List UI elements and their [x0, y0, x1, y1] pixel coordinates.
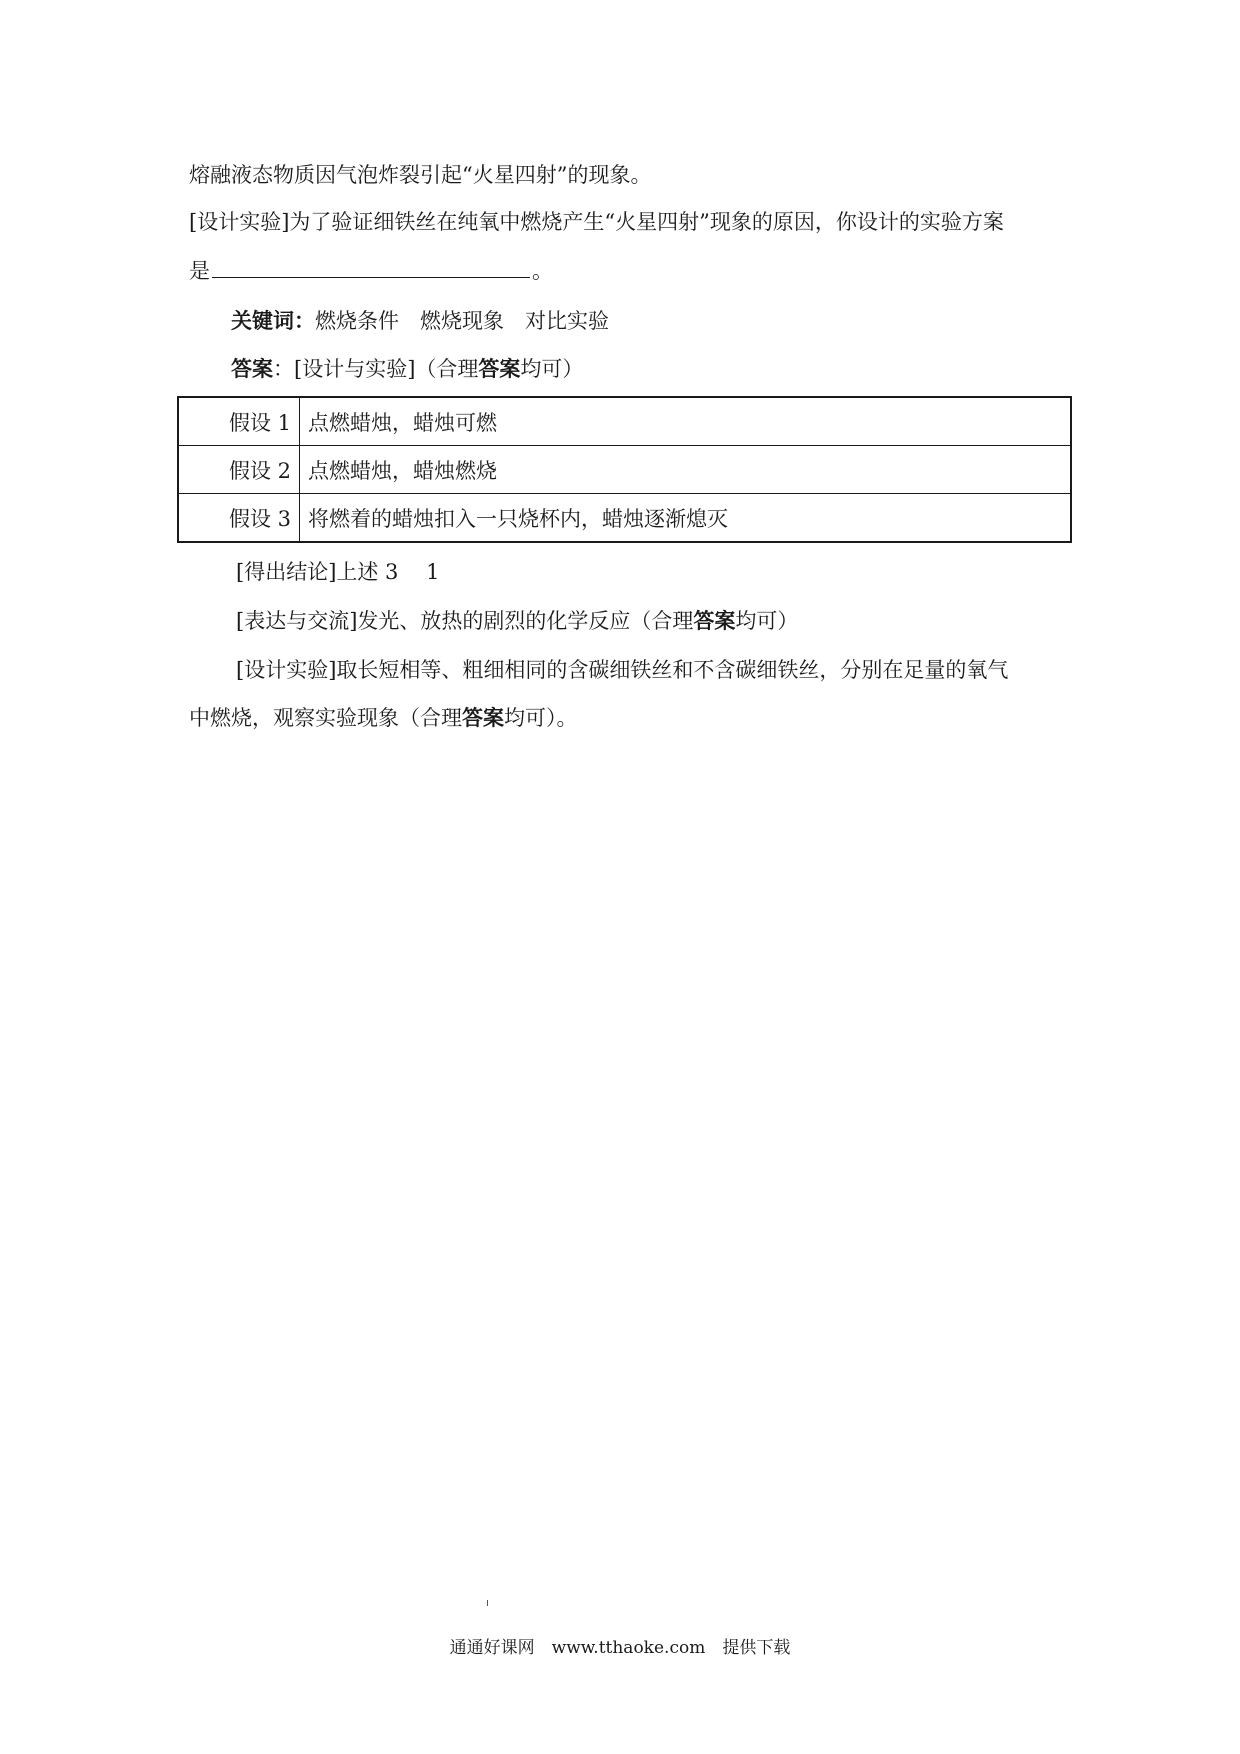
answer-label: 答案: [231, 357, 273, 381]
answer-text-a: ：[设计与实验]（合理: [273, 357, 479, 381]
table-row: [178, 494, 1071, 543]
paragraph-design-experiment: [设计实验]为了验证细铁丝在纯氧中燃烧产生“火星四射”现象的原因，你设计的实验方案: [189, 210, 1004, 234]
keywords-line: [231, 306, 609, 336]
paragraph-answer-blank: [189, 255, 553, 286]
design-line-1: [设计实验]取长短相等、粗细相同的含碳细铁丝和不含碳细铁丝，分别在足量的氧气: [236, 658, 1009, 682]
expression-text-b: 均可）: [735, 609, 799, 633]
expression-bold: 答案: [693, 609, 736, 633]
hypothesis-content: 点燃蜡烛，蜡烛可燃: [300, 397, 1072, 446]
table-row: [178, 397, 1071, 446]
design-bold: 答案: [462, 706, 504, 730]
design-text-a: 中燃烧，观察实验现象（合理: [189, 706, 462, 730]
hypothesis-label: 假设 3: [178, 494, 300, 543]
keywords-items: 燃烧条件 燃烧现象 对比实验: [315, 309, 609, 333]
hypothesis-content: 将燃着的蜡烛扣入一只烧杯内，蜡烛逐渐熄灭: [300, 494, 1072, 543]
blank-prefix: 是: [189, 259, 210, 283]
expression-text-a: [表达与交流]发光、放热的剧烈的化学反应（合理: [236, 609, 694, 633]
blank-suffix: 。: [532, 259, 553, 283]
hypothesis-label: 假设 2: [178, 446, 300, 494]
page-mark: [487, 1600, 488, 1606]
hypothesis-content: 点燃蜡烛，蜡烛燃烧: [300, 446, 1072, 494]
design-text-b: 均可）。: [504, 706, 578, 730]
expression-line: [236, 606, 798, 636]
page-footer: 通通好课网 www.tthaoke.com 提供下载: [449, 1638, 791, 1658]
answer-blank: [212, 255, 530, 278]
answer-bold: 答案: [478, 357, 521, 381]
answer-line: [231, 354, 583, 384]
keywords-label: 关键词：: [231, 309, 315, 333]
conclusion-line: [得出结论]上述 3 1: [236, 560, 440, 584]
hypothesis-table: [177, 396, 1072, 543]
paragraph-melt: 熔融液态物质因气泡炸裂引起“火星四射”的现象。: [189, 163, 652, 187]
hypothesis-label: 假设 1: [178, 397, 300, 446]
design-line-2: [189, 703, 578, 733]
table-row: [178, 446, 1071, 494]
answer-text-b: 均可）: [520, 357, 584, 381]
